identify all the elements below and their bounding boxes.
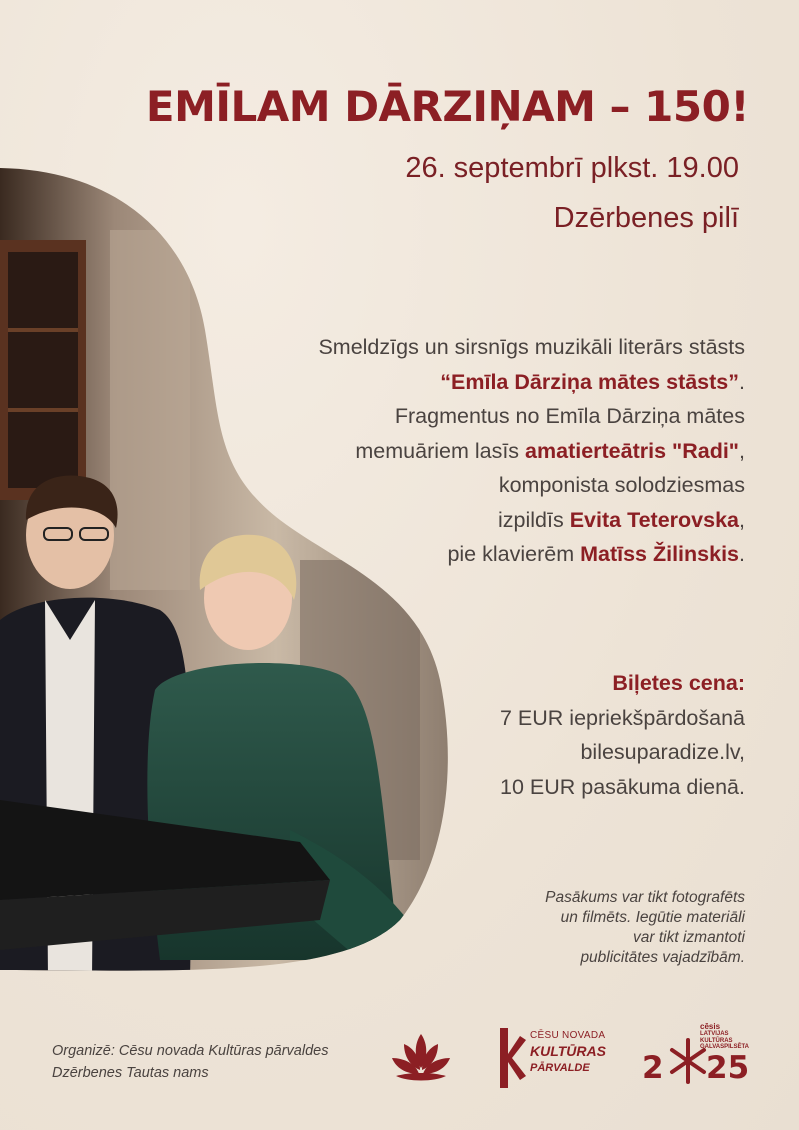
notice-line: publicitātes vajadzībām. xyxy=(580,949,745,966)
year-digits: 25 xyxy=(706,1050,750,1086)
description-line: “Emīla Dārziņa mātes stāsts”. xyxy=(440,369,745,394)
description-line: memuāriem lasīs amatierteātris "Radi", xyxy=(355,438,745,463)
capital-line: GALVASPILSĒTA xyxy=(700,1044,750,1050)
event-venue: Dzērbenes pilī xyxy=(553,202,739,234)
kp-line: CĒSU NOVADA xyxy=(530,1030,606,1041)
ticket-line: 10 EUR pasākuma dienā. xyxy=(499,774,745,799)
organizer-line: Organizē: Cēsu novada Kultūras pārvaldes xyxy=(52,1043,329,1059)
organizer-info xyxy=(52,1040,328,1084)
kulturas-parvalde-logo xyxy=(496,1026,626,1090)
star-burst-icon xyxy=(668,1036,708,1086)
description-line: izpildīs Evita Teterovska, xyxy=(498,507,745,532)
ticket-info xyxy=(345,666,745,804)
description-line: komponista solodziesmas xyxy=(498,473,745,497)
photo-notice xyxy=(425,888,745,968)
description-line: Fragmentus no Emīla Dārziņa mātes xyxy=(394,404,745,428)
year-digit: 2 xyxy=(642,1050,664,1086)
kp-mark-icon xyxy=(496,1026,526,1090)
notice-line: var tikt izmantoti xyxy=(633,929,745,946)
lotus-logo-icon xyxy=(390,1030,452,1088)
organizer-line: Dzērbenes Tautas nams xyxy=(52,1065,209,1081)
event-date-time: 26. septembrī plkst. 19.00 xyxy=(405,152,739,184)
capital-line: KULTŪRAS xyxy=(700,1037,733,1044)
program-title: “Emīla Dārziņa mātes stāsts” xyxy=(440,369,740,394)
cesis-2025-logo xyxy=(642,1022,752,1088)
event-description xyxy=(225,330,745,572)
notice-line: un filmēts. Iegūtie materiāli xyxy=(560,909,745,926)
theatre-name: amatierteātris "Radi" xyxy=(525,438,740,463)
kp-line: KULTŪRAS xyxy=(530,1043,606,1059)
notice-line: Pasākums var tikt fotografēts xyxy=(545,889,745,906)
description-line: Smeldzīgs un sirsnīgs muzikāli literārs stāsts xyxy=(318,335,745,359)
ticket-website: bilesuparadize.lv, xyxy=(580,740,745,764)
event-title: EMĪLAM DĀRZIŅAM – 150! xyxy=(145,82,749,131)
ticket-heading: Biļetes cena: xyxy=(612,671,745,695)
capital-line: LATVIJAS xyxy=(700,1031,729,1037)
description-line: pie klavierēm Matīss Žilinskis. xyxy=(447,542,745,566)
ticket-line: 7 EUR iepriekšpārdošanā xyxy=(500,705,745,730)
pianist-name: Matīss Žilinskis xyxy=(580,542,740,566)
kp-line: PĀRVALDE xyxy=(530,1062,590,1074)
singer-name: Evita Teterovska xyxy=(569,507,740,532)
capital-line: cēsis xyxy=(700,1022,721,1031)
